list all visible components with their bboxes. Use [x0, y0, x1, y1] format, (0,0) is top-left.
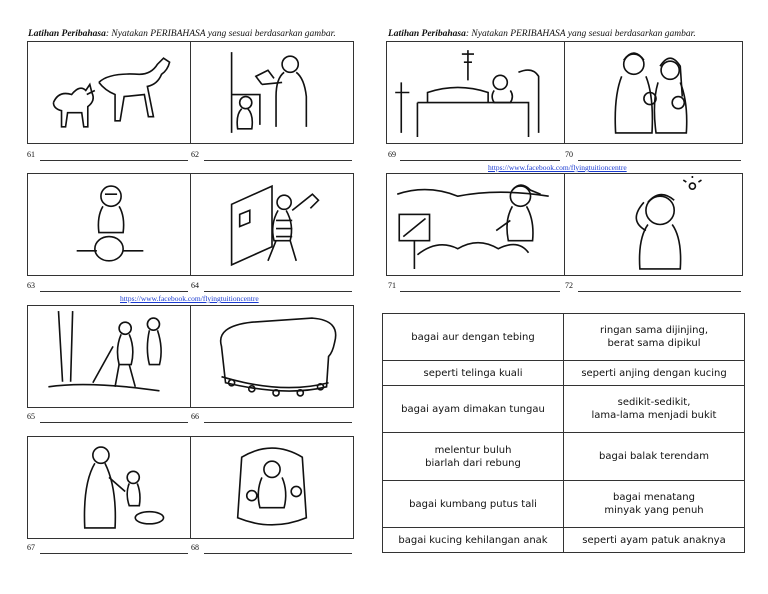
picture-64-prisoner-escaping	[190, 174, 353, 275]
question-number-66: 66	[191, 412, 199, 421]
picture-row-65-66	[27, 305, 354, 408]
right-heading	[388, 29, 696, 39]
answer-line-63[interactable]	[40, 291, 188, 292]
proverb-cell: seperti ayam patuk anaknya	[564, 528, 745, 553]
proverb-cell: bagai kumbang putus tali	[383, 480, 564, 527]
girl-flowers-illustration	[387, 174, 564, 275]
left-heading	[28, 29, 336, 39]
picture-65-sweeping-yard	[28, 306, 190, 407]
answer-line-68[interactable]	[204, 553, 352, 554]
answer-line-65[interactable]	[40, 422, 188, 423]
picture-68-family-in-basket	[190, 437, 353, 538]
family-portrait-illustration	[565, 42, 742, 143]
question-number-65: 65	[27, 412, 35, 421]
picture-71-girl-picking-flowers	[387, 174, 564, 275]
man-child-illustration	[191, 42, 353, 143]
question-number-62: 62	[191, 150, 199, 159]
answer-line-66[interactable]	[204, 422, 352, 423]
picture-row-67-68	[27, 436, 354, 539]
right-heading-title: Latihan Peribahasa	[388, 29, 466, 39]
picture-row-61-62	[27, 41, 354, 144]
question-number-63: 63	[27, 281, 35, 290]
question-number-69: 69	[388, 150, 396, 159]
picture-67-mother-bathing-child	[28, 437, 190, 538]
question-number-68: 68	[191, 543, 199, 552]
proverb-cell: melentur buluh biarlah dari rebung	[383, 433, 564, 480]
family-basket-illustration	[191, 437, 353, 538]
table-row	[383, 528, 745, 553]
question-number-64: 64	[191, 281, 199, 290]
proverb-cell: bagai balak terendam	[564, 433, 745, 480]
picture-row-71-72	[386, 173, 743, 276]
sweeping-illustration	[28, 306, 190, 407]
table-row	[383, 386, 745, 433]
picture-63-boy-with-bundle	[28, 174, 190, 275]
left-heading-title: Latihan Peribahasa	[28, 29, 106, 39]
picture-66-bread-slice	[190, 306, 353, 407]
proverb-cell: ringan sama dijinjing, berat sama dipikul	[564, 314, 745, 361]
question-number-70: 70	[565, 150, 573, 159]
proverb-cell: bagai ayam dimakan tungau	[383, 386, 564, 433]
answer-line-70[interactable]	[578, 160, 741, 161]
proverb-cell: seperti anjing dengan kucing	[564, 361, 745, 386]
dog-cat-illustration	[28, 42, 190, 143]
answer-line-64[interactable]	[204, 291, 352, 292]
bathing-illustration	[28, 437, 190, 538]
question-number-61: 61	[27, 150, 35, 159]
proverb-cell: sedikit-sedikit, lama-lama menjadi bukit	[564, 386, 745, 433]
answer-line-69[interactable]	[400, 160, 560, 161]
table-row	[383, 480, 745, 527]
bread-illustration	[191, 306, 353, 407]
answer-line-61[interactable]	[40, 160, 188, 161]
picture-61-dog-and-cat	[28, 42, 190, 143]
question-number-72: 72	[565, 281, 573, 290]
table-row	[383, 433, 745, 480]
answer-line-67[interactable]	[40, 553, 188, 554]
picture-row-69-70	[386, 41, 743, 144]
right-heading-instruction: : Nyatakan PERIBAHASA yang sesuai berdasarkan gambar.	[465, 29, 696, 39]
answer-line-62[interactable]	[204, 160, 352, 161]
proverb-cell: bagai kucing kehilangan anak	[383, 528, 564, 553]
table-row	[383, 314, 745, 361]
facebook-link-left[interactable]: https://www.facebook.com/flyingtuitioncentre	[120, 294, 259, 303]
question-number-67: 67	[27, 543, 35, 552]
left-heading-instruction: : Nyatakan PERIBAHASA yang sesuai berdasarkan gambar.	[105, 29, 336, 39]
table-row	[383, 361, 745, 386]
hospital-bed-illustration	[387, 42, 564, 143]
picture-70-family-portrait	[564, 42, 742, 143]
answer-line-72[interactable]	[578, 291, 741, 292]
boy-thinking-illustration	[565, 174, 742, 275]
proverb-cell: bagai aur dengan tebing	[383, 314, 564, 361]
picture-72-boy-thinking	[564, 174, 742, 275]
picture-69-patient-in-hospital	[387, 42, 564, 143]
picture-62-man-and-child	[190, 42, 353, 143]
boy-bundle-illustration	[28, 174, 190, 275]
prisoner-illustration	[191, 174, 353, 275]
question-number-71: 71	[388, 281, 396, 290]
answer-line-71[interactable]	[400, 291, 560, 292]
proverb-cell: seperti telinga kuali	[383, 361, 564, 386]
facebook-link-right[interactable]: https://www.facebook.com/flyingtuitioncentre	[488, 163, 627, 172]
proverb-answer-table	[382, 313, 745, 553]
proverb-cell: bagai menatang minyak yang penuh	[564, 480, 745, 527]
picture-row-63-64	[27, 173, 354, 276]
